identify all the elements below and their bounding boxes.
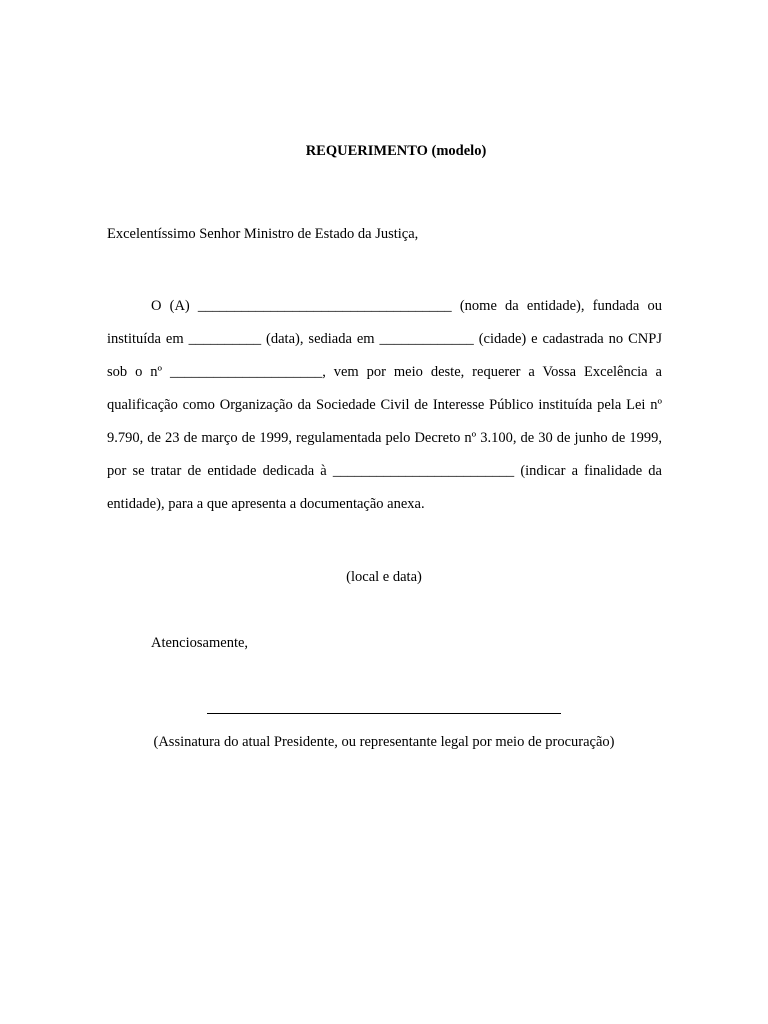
request-body: O (A) ___________________________________ (nome da entidade), fundada ou instituída em __________ (data), sediada em _____________ (cidade) e cadastrada no CNPJ sob o nº _____________________, vem por meio deste, requerer a Vossa Excelência a qualificação como Organização da Sociedade Civil de Interesse Público instituída pela Lei nº 9.790, de 23 de março de 1999, regulamentada pelo Decreto nº 3.100, de 30 de junho de 1999, por se tratar de entidade dedicada à _________________________ (indicar a finalidade da entidade), para a que apresenta a documentação anexa. <box>107 298 662 512</box>
signature-caption: (Assinatura do atual Presidente, ou representante legal por meio de procuração) <box>153 734 615 750</box>
closing: Atenciosamente, <box>151 635 249 651</box>
document-title: REQUERIMENTO (modelo) <box>305 143 487 159</box>
salutation: Excelentíssimo Senhor Ministro de Estado da Justiça, <box>107 226 419 242</box>
place-and-date: (local e data) <box>346 569 422 585</box>
signature-line <box>207 713 561 714</box>
